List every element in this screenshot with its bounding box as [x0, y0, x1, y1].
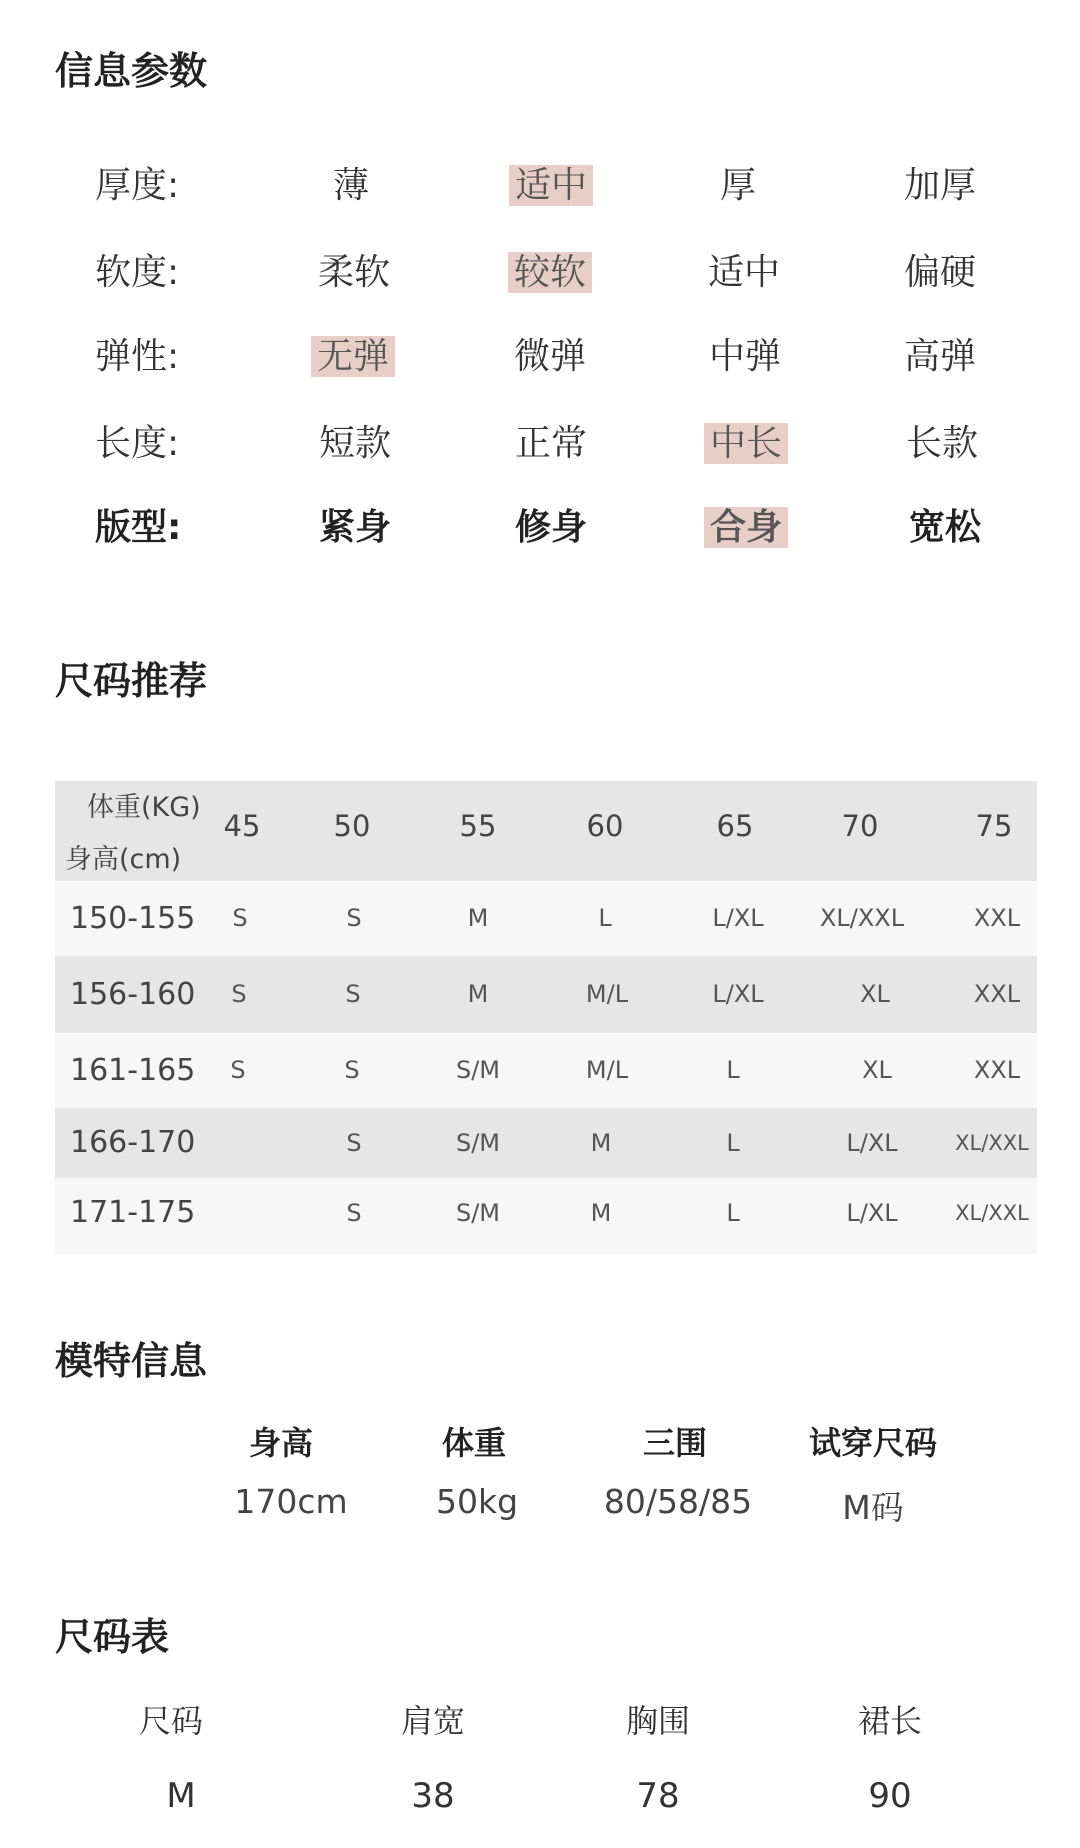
weight-column-header: 65	[716, 809, 754, 843]
param-row-length	[0, 414, 1080, 474]
param-label: 弹性:	[95, 336, 180, 377]
size-cell: S	[232, 904, 248, 932]
model-label-trial-size: 试穿尺码	[808, 1424, 937, 1462]
size-cell: M	[467, 980, 489, 1008]
param-row-thickness	[0, 156, 1080, 216]
param-option: 厚	[719, 165, 756, 206]
size-cell: S	[346, 1199, 362, 1227]
size-chart-value-size: M	[166, 1776, 196, 1816]
size-cell: S/M	[455, 1129, 501, 1157]
weight-column-header: 70	[841, 809, 879, 843]
size-cell: S	[231, 980, 247, 1008]
size-chart-label-length: 裙长	[857, 1702, 922, 1740]
row-height-range: 156-160	[70, 977, 196, 1012]
table-row	[55, 956, 1037, 1033]
param-option-selected: 合身	[686, 498, 806, 558]
table-row	[55, 1108, 1037, 1178]
size-cell: XL/XXL	[819, 904, 905, 932]
size-cell: M/L	[585, 1056, 629, 1084]
param-option: 宽松	[908, 507, 981, 548]
size-cell: XL	[862, 1056, 892, 1084]
size-cell: S/M	[455, 1199, 501, 1227]
param-option: 加厚	[903, 165, 976, 206]
param-label: 版型:	[95, 507, 182, 548]
size-cell: S	[346, 904, 362, 932]
table-row	[55, 1033, 1037, 1108]
param-option-selected: 无弹	[293, 327, 413, 387]
size-cell: XXL	[973, 980, 1021, 1008]
header-weight-label: 体重(KG)	[87, 792, 201, 823]
param-option-selected: 较软	[490, 243, 610, 303]
size-chart-label-shoulder: 肩宽	[400, 1702, 465, 1740]
size-cell: S	[346, 1129, 362, 1157]
section-title-size-chart: 尺码表	[55, 1615, 170, 1659]
size-cell: XL/XXL	[955, 1131, 1029, 1155]
table-row	[55, 881, 1037, 956]
size-cell: L	[726, 1129, 740, 1157]
table-row	[55, 1178, 1037, 1254]
header-height-label: 身高(cm)	[65, 844, 182, 875]
model-label-height: 身高	[248, 1424, 313, 1462]
size-chart-label-size: 尺码	[138, 1702, 203, 1740]
table-header-row	[55, 781, 1037, 881]
size-cell: L/XL	[712, 904, 764, 932]
size-recommend-table	[55, 781, 1037, 1254]
size-cell: S/M	[455, 1056, 501, 1084]
param-option-selected: 中长	[686, 414, 806, 474]
size-cell: M	[467, 904, 489, 932]
size-cell: L/XL	[846, 1129, 898, 1157]
size-chart-value-shoulder: 38	[411, 1776, 455, 1816]
size-cell: L/XL	[846, 1199, 898, 1227]
size-cell: XL/XXL	[955, 1201, 1029, 1225]
size-cell: L/XL	[712, 980, 764, 1008]
param-row-elasticity	[0, 327, 1080, 387]
weight-column-header: 55	[459, 809, 497, 843]
param-label: 软度:	[95, 252, 180, 293]
param-row-fit	[0, 498, 1080, 558]
param-option: 修身	[514, 507, 587, 548]
model-value-height: 170cm	[234, 1482, 348, 1521]
param-row-softness	[0, 243, 1080, 303]
param-option: 高弹	[903, 336, 976, 377]
param-option: 适中	[707, 252, 780, 293]
size-cell: XXL	[973, 1056, 1021, 1084]
weight-column-header: 75	[975, 809, 1013, 843]
model-value-trial-size: M码	[842, 1488, 904, 1527]
param-option: 薄	[332, 165, 369, 206]
size-cell: S	[345, 980, 361, 1008]
section-title-model-info: 模特信息	[55, 1339, 208, 1383]
size-cell: S	[344, 1056, 360, 1084]
section-title-size-recommend: 尺码推荐	[55, 659, 208, 703]
size-cell: S	[230, 1056, 246, 1084]
size-cell: XXL	[973, 904, 1021, 932]
size-chart-label-bust: 胸围	[625, 1702, 690, 1740]
row-height-range: 166-170	[70, 1125, 196, 1160]
size-cell: M	[590, 1129, 612, 1157]
row-height-range: 161-165	[70, 1053, 196, 1088]
param-label: 长度:	[95, 423, 180, 464]
size-cell: L	[726, 1199, 740, 1227]
param-option: 长款	[905, 423, 978, 464]
param-option: 正常	[514, 423, 587, 464]
section-title-info-params: 信息参数	[55, 49, 208, 93]
param-option: 偏硬	[903, 252, 976, 293]
model-label-measurements: 三围	[642, 1424, 707, 1462]
weight-column-header: 50	[333, 809, 371, 843]
param-option-selected: 适中	[491, 156, 611, 216]
weight-column-header: 60	[586, 809, 624, 843]
row-height-range: 150-155	[70, 901, 196, 936]
model-label-weight: 体重	[441, 1424, 506, 1462]
param-option: 短款	[318, 423, 391, 464]
param-label: 厚度:	[95, 165, 180, 206]
size-cell: XL	[860, 980, 890, 1008]
size-cell: L	[598, 904, 612, 932]
param-option: 微弹	[513, 336, 586, 377]
size-chart-value-length: 90	[868, 1776, 912, 1816]
size-chart-value-bust: 78	[636, 1776, 680, 1816]
param-option: 柔软	[317, 252, 390, 293]
weight-column-header: 45	[223, 809, 261, 843]
param-option: 中弹	[708, 336, 781, 377]
row-height-range: 171-175	[70, 1195, 196, 1230]
size-cell: M	[590, 1199, 612, 1227]
size-cell: L	[726, 1056, 740, 1084]
size-cell: M/L	[585, 980, 629, 1008]
param-option: 紧身	[318, 507, 391, 548]
model-value-measurements: 80/58/85	[603, 1482, 753, 1521]
model-value-weight: 50kg	[435, 1482, 519, 1521]
